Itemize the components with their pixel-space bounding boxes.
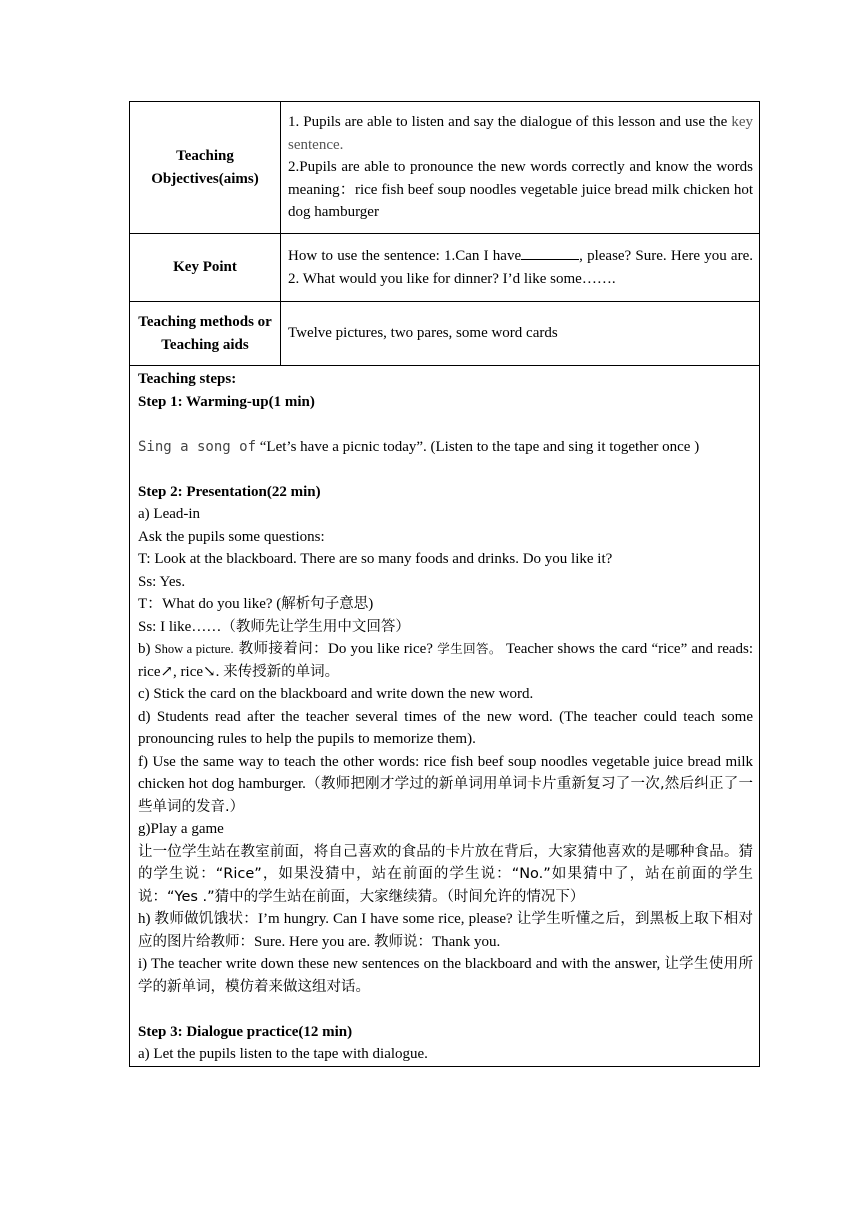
b-cn2: 学生回答。	[432, 641, 502, 656]
t2-en: T：What do you like? (	[138, 596, 282, 612]
step-1-text	[138, 436, 753, 459]
key-point-value	[281, 234, 760, 302]
i-cn: 让学生使用所学的新单词，模仿着来做这组对话。	[138, 956, 753, 995]
b-en1: Do you like rice?	[328, 641, 433, 657]
step-1-title: Step 1: Warming-up(1 min)	[138, 393, 315, 410]
f-cn: （教师把刚才学过的新单词用单词卡片重新复习了一次,然后纠正了一些单词的发音.）	[138, 776, 754, 815]
step-2-title: Step 2: Presentation(22 min)	[138, 483, 321, 500]
step-2-ss2	[138, 616, 753, 639]
h-pre: h)	[138, 911, 155, 927]
steps-row	[130, 366, 760, 1067]
h-en3: Thank you.	[431, 933, 501, 950]
h-en2: Sure. Here you are.	[254, 933, 374, 950]
b-en2: Teacher shows the card “rice” and reads: rice↗, rice↘.	[138, 641, 754, 680]
b-pre: b)	[138, 641, 155, 657]
objectives-row	[130, 102, 760, 234]
methods-value: Twelve pictures, two pares, some word cards	[281, 302, 760, 366]
b-cn3: 来传授新的单词。	[223, 663, 340, 680]
key-point-row	[130, 234, 760, 302]
step-2-g: g)Play a game	[138, 821, 224, 837]
objectives-value	[281, 102, 760, 234]
t2-end: )	[368, 596, 374, 612]
step-1-desc: “Let’s have a picnic today”. (Listen to the tape and sing it together once )	[256, 438, 700, 455]
objective-1-key: key sentence.	[288, 114, 754, 153]
step-2-h	[138, 908, 753, 953]
t2-cn: 解析句子意思	[281, 596, 369, 612]
key-point-text-2: , please? Sure. Here you are. 2. What would you like for dinner? I’d like some…….	[288, 248, 753, 287]
objectives-label: Teaching Objectives(aims)	[130, 102, 281, 234]
step-3-a: a) Let the pupils listen to the tape with dialogue.	[138, 1046, 428, 1062]
b-small: Show a picture.	[154, 642, 234, 656]
step-2-f	[138, 751, 753, 819]
key-point-text-1: How to use the sentence: 1.Can I have	[288, 248, 522, 264]
b-cn1: 教师接着问：	[233, 641, 328, 657]
steps-heading: Teaching steps:	[138, 371, 237, 387]
methods-label: Teaching methods or Teaching aids	[130, 302, 281, 366]
h-cn1: 教师做饥饿状：	[154, 911, 259, 927]
step-2-i	[138, 953, 753, 998]
ss2-cn: （教师先让学生用中文回答）	[221, 618, 410, 635]
h-cn3: 教师说：	[373, 933, 432, 950]
step-1-mono: Sing a song of	[138, 438, 257, 455]
objective-2-text: 2.Pupils are able to pronounce the new words correctly and know the words meaning：rice fish beef soup noodles vegetable juice bread milk chicken hot dog hamburger	[288, 159, 753, 221]
f-en: f) Use the same way to teach the other words: rice fish beef soup noodles vegetable juice bread milk chicken hot dog hamburger.	[138, 753, 753, 792]
step-2-c: c) Stick the card on the blackboard and write down the new word.	[138, 686, 534, 702]
step-3-title: Step 3: Dialogue practice(12 min)	[138, 1023, 353, 1040]
ss2-en: Ss: I like……	[138, 618, 222, 635]
step-2-t1: T: Look at the blackboard. There are so many foods and drinks. Do you like it?	[138, 551, 613, 567]
step-2-a: a) Lead-in	[138, 506, 201, 522]
lesson-plan-document	[129, 101, 760, 1067]
step-2-b	[138, 638, 753, 683]
step-2-d: d) Students read after the teacher several times of the new word. (The teacher could teach some pronouncing rules to help the pupils to memorize them).	[138, 708, 753, 747]
objective-1-text: 1. Pupils are able to listen and say the dialogue of this lesson and use the	[288, 114, 728, 131]
h-en1: I’m hungry. Can I have some rice, please?	[258, 911, 517, 927]
step-2-ask: Ask the pupils some questions:	[138, 528, 325, 545]
lesson-plan-table	[129, 101, 760, 1067]
step-2-t2	[138, 593, 753, 616]
h-cn2: 让学生听懂之后，到黑板上取下相对应的图片给教师：	[138, 911, 753, 950]
fill-in-blank	[521, 245, 579, 260]
i-en: i) The teacher write down these new sentences on the blackboard and with the answer,	[138, 956, 665, 972]
step-2-g-game: 让一位学生站在教室前面，将自己喜欢的食品的卡片放在背后，大家猜他喜欢的是哪种食品。猜的学生说：“Rice”，如果没猜中，站在前面的学生说：“No.”如果猜中了，站在前面的学生说：“Yes .”猜中的学生站在前面，大家继续猜。（时间允许的情况下）	[138, 843, 753, 905]
teaching-steps	[130, 366, 760, 1067]
key-point-label: Key Point	[130, 234, 281, 302]
methods-row	[130, 302, 760, 366]
step-2-ss1: Ss: Yes.	[138, 573, 186, 590]
